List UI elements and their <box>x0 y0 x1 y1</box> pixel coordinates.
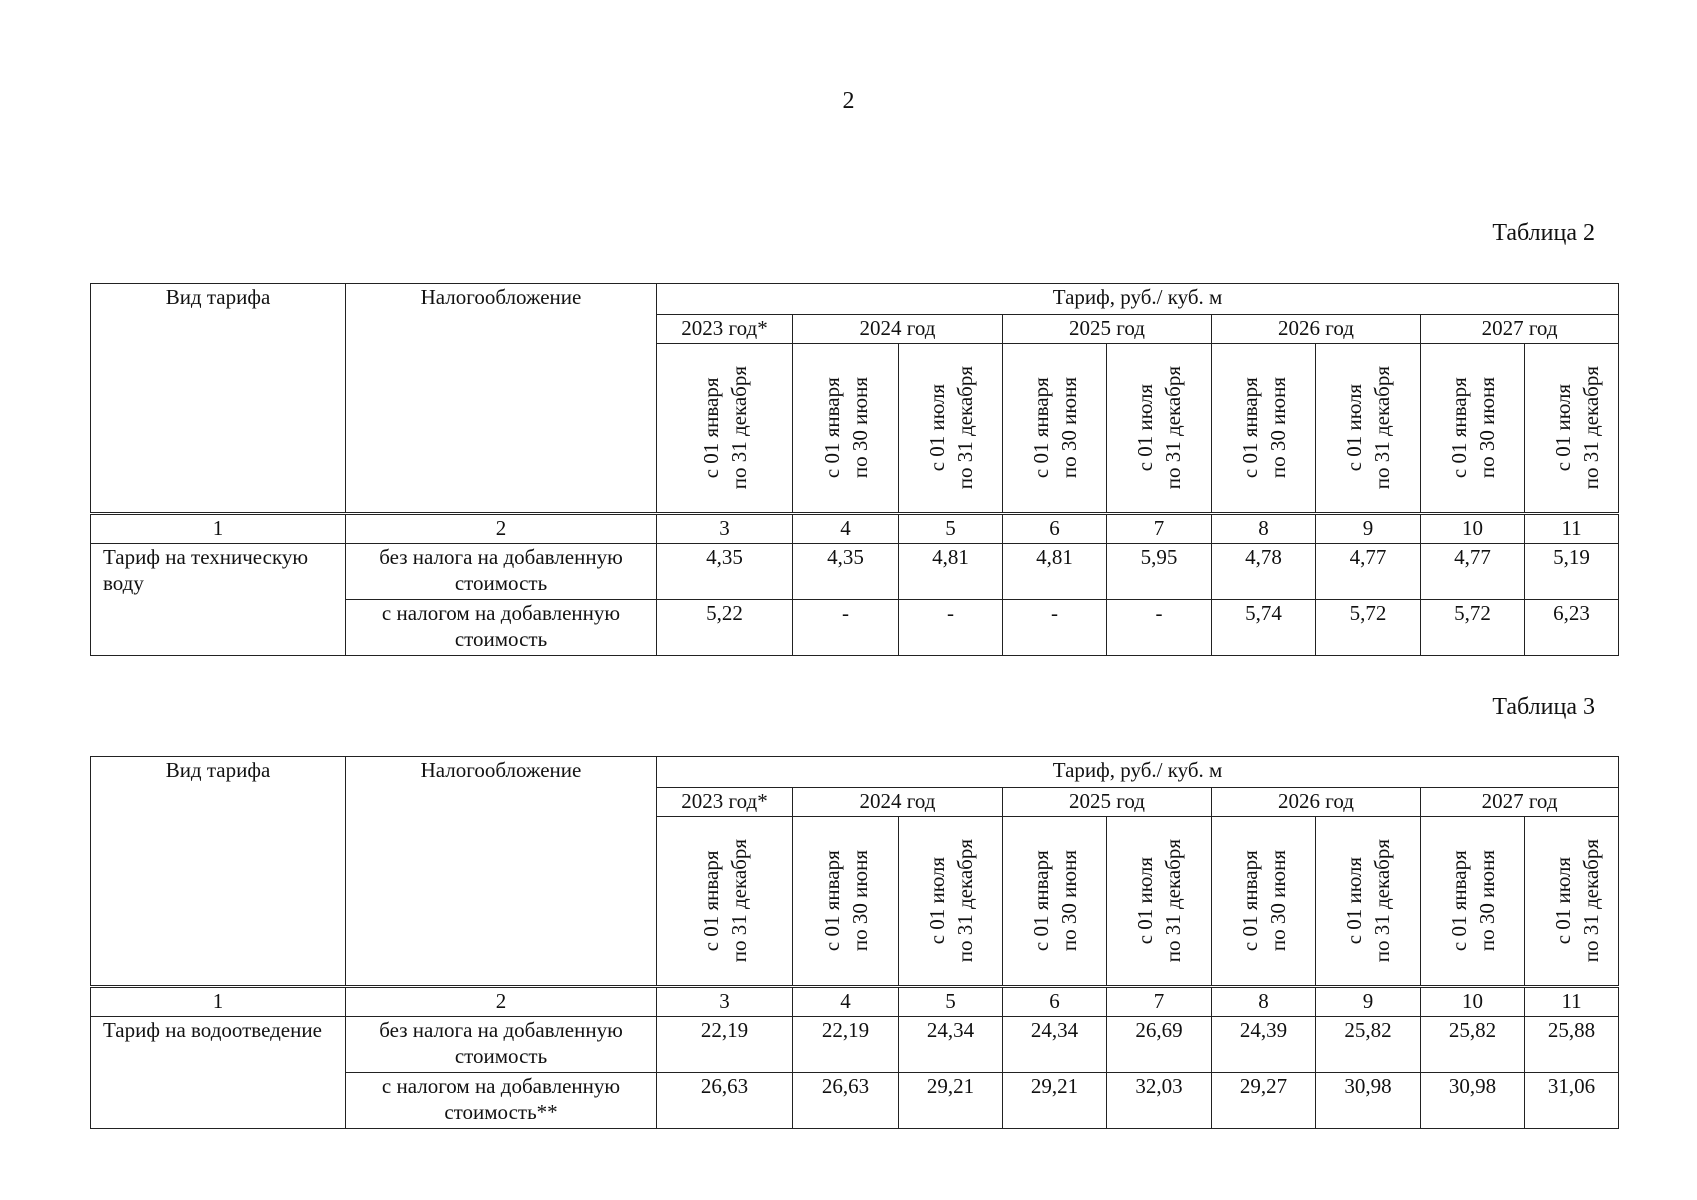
column-number: 8 <box>1212 514 1316 544</box>
year-header: 2024 год <box>793 788 1003 817</box>
period-header <box>1421 344 1525 514</box>
tariff-value: 5,19 <box>1525 544 1619 600</box>
column-number: 7 <box>1107 987 1212 1017</box>
period-start: с 01 января <box>819 850 844 952</box>
period-end: по 31 декабря <box>1370 839 1394 963</box>
period-end: по 30 июня <box>1475 850 1499 952</box>
tariff-value: 26,63 <box>657 1073 793 1129</box>
tariff-value: 24,39 <box>1212 1017 1316 1073</box>
tariff-value: 4,81 <box>899 544 1003 600</box>
taxation-type: с налогом на добавленную стоимость** <box>346 1073 657 1129</box>
period-header <box>1003 817 1107 987</box>
tariff-value: 24,34 <box>899 1017 1003 1073</box>
period-header <box>1421 817 1525 987</box>
tariff-value: 4,77 <box>1421 544 1525 600</box>
tariff-value: 25,88 <box>1525 1017 1619 1073</box>
column-number: 9 <box>1316 514 1421 544</box>
column-number: 5 <box>899 987 1003 1017</box>
tariff-value: 6,23 <box>1525 600 1619 656</box>
table-2-caption: Таблица 2 <box>1492 220 1595 246</box>
period-start: с 01 июля <box>1342 857 1366 945</box>
column-number: 10 <box>1421 514 1525 544</box>
tariff-table-technical-water <box>90 283 1619 656</box>
header-taxation: Налогообложение <box>346 284 657 514</box>
tariff-value: - <box>899 600 1003 656</box>
period-start: с 01 июля <box>1342 384 1366 472</box>
year-header: 2027 год <box>1421 788 1619 817</box>
period-end: по 31 декабря <box>726 839 751 963</box>
tariff-value: 4,81 <box>1003 544 1107 600</box>
period-end: по 30 июня <box>1266 377 1290 479</box>
period-header <box>657 817 793 987</box>
column-number: 5 <box>899 514 1003 544</box>
period-header <box>1212 817 1316 987</box>
period-header <box>657 344 793 514</box>
tariff-value: 22,19 <box>793 1017 899 1073</box>
tariff-value: 4,77 <box>1316 544 1421 600</box>
period-start: с 01 июля <box>925 384 949 472</box>
tariff-value: 4,35 <box>657 544 793 600</box>
column-number: 3 <box>657 514 793 544</box>
period-end: по 30 июня <box>847 377 872 479</box>
year-header: 2025 год <box>1003 788 1212 817</box>
year-header: 2026 год <box>1212 788 1421 817</box>
period-header <box>1316 344 1421 514</box>
year-header: 2023 год* <box>657 788 793 817</box>
tariff-value: 5,72 <box>1316 600 1421 656</box>
period-end: по 30 июня <box>1266 850 1290 952</box>
header-taxation: Налогообложение <box>346 757 657 987</box>
header-tariff-type: Вид тарифа <box>91 757 346 987</box>
column-number: 11 <box>1525 514 1619 544</box>
period-start: с 01 января <box>1447 377 1471 479</box>
tariff-value: 32,03 <box>1107 1073 1212 1129</box>
year-header: 2024 год <box>793 315 1003 344</box>
period-header <box>793 344 899 514</box>
period-end: по 31 декабря <box>1579 366 1603 490</box>
page-number: 2 <box>842 88 855 114</box>
header-row <box>91 284 1619 315</box>
year-header: 2026 год <box>1212 315 1421 344</box>
year-header: 2025 год <box>1003 315 1212 344</box>
period-start: с 01 июля <box>925 857 949 945</box>
tariff-value: 26,69 <box>1107 1017 1212 1073</box>
period-header <box>793 817 899 987</box>
period-end: по 31 декабря <box>726 366 751 490</box>
column-number: 6 <box>1003 987 1107 1017</box>
tariff-value: 30,98 <box>1421 1073 1525 1129</box>
period-end: по 30 июня <box>1475 377 1499 479</box>
period-end: по 30 июня <box>1057 377 1081 479</box>
header-tariff-type: Вид тарифа <box>91 284 346 514</box>
period-header <box>1525 344 1619 514</box>
tariff-value: 29,27 <box>1212 1073 1316 1129</box>
table-row <box>91 544 1619 600</box>
tariff-table-wastewater <box>90 756 1619 1129</box>
period-start: с 01 июля <box>1133 384 1157 472</box>
period-header <box>1525 817 1619 987</box>
column-number: 11 <box>1525 987 1619 1017</box>
period-end: по 31 декабря <box>1161 839 1185 963</box>
period-end: по 31 декабря <box>1370 366 1394 490</box>
header-row <box>91 757 1619 788</box>
period-start: с 01 июля <box>1551 384 1575 472</box>
year-header: 2027 год <box>1421 315 1619 344</box>
tariff-value: 5,72 <box>1421 600 1525 656</box>
period-start: с 01 января <box>1029 850 1053 952</box>
table-3-caption: Таблица 3 <box>1492 694 1595 720</box>
period-header <box>1107 817 1212 987</box>
period-header <box>1212 344 1316 514</box>
column-number: 7 <box>1107 514 1212 544</box>
tariff-value: 4,35 <box>793 544 899 600</box>
tariff-name: Тариф на водоотведение <box>91 1017 346 1129</box>
table-row <box>91 1017 1619 1073</box>
period-header <box>1003 344 1107 514</box>
column-number: 2 <box>346 987 657 1017</box>
taxation-type: без налога на добавленную стоимость <box>346 1017 657 1073</box>
period-end: по 30 июня <box>1057 850 1081 952</box>
period-start: с 01 января <box>1238 850 1262 952</box>
period-start: с 01 января <box>1029 377 1053 479</box>
tariff-value: 24,34 <box>1003 1017 1107 1073</box>
period-start: с 01 января <box>698 377 723 479</box>
tariff-value: 22,19 <box>657 1017 793 1073</box>
tariff-value: 26,63 <box>793 1073 899 1129</box>
tariff-value: 30,98 <box>1316 1073 1421 1129</box>
period-header <box>899 817 1003 987</box>
period-end: по 31 декабря <box>1161 366 1185 490</box>
column-number: 1 <box>91 514 346 544</box>
header-tariff-unit: Тариф, руб./ куб. м <box>657 284 1619 315</box>
column-number: 4 <box>793 514 899 544</box>
period-end: по 31 декабря <box>1579 839 1603 963</box>
taxation-type: без налога на добавленную стоимость <box>346 544 657 600</box>
period-end: по 31 декабря <box>953 839 977 963</box>
tariff-value: 5,95 <box>1107 544 1212 600</box>
header-tariff-unit: Тариф, руб./ куб. м <box>657 757 1619 788</box>
column-number: 8 <box>1212 987 1316 1017</box>
column-number: 3 <box>657 987 793 1017</box>
column-number: 1 <box>91 987 346 1017</box>
taxation-type: с налогом на добавленную стоимость <box>346 600 657 656</box>
period-header <box>1107 344 1212 514</box>
tariff-value: 5,22 <box>657 600 793 656</box>
period-header <box>1316 817 1421 987</box>
period-end: по 30 июня <box>847 850 872 952</box>
tariff-name: Тариф на техническую воду <box>91 544 346 656</box>
column-number: 9 <box>1316 987 1421 1017</box>
tariff-value: 5,74 <box>1212 600 1316 656</box>
period-start: с 01 января <box>819 377 844 479</box>
tariff-value: 31,06 <box>1525 1073 1619 1129</box>
tariff-value: 4,78 <box>1212 544 1316 600</box>
period-start: с 01 января <box>1238 377 1262 479</box>
period-start: с 01 января <box>1447 850 1471 952</box>
column-number: 2 <box>346 514 657 544</box>
period-start: с 01 января <box>698 850 723 952</box>
column-number: 6 <box>1003 514 1107 544</box>
period-start: с 01 июля <box>1133 857 1157 945</box>
period-end: по 31 декабря <box>953 366 977 490</box>
tariff-value: 25,82 <box>1421 1017 1525 1073</box>
period-start: с 01 июля <box>1551 857 1575 945</box>
tariff-value: 29,21 <box>1003 1073 1107 1129</box>
column-number-row <box>91 987 1619 1017</box>
tariff-value: - <box>1107 600 1212 656</box>
column-number: 4 <box>793 987 899 1017</box>
column-number-row <box>91 514 1619 544</box>
tariff-value: - <box>793 600 899 656</box>
year-header: 2023 год* <box>657 315 793 344</box>
tariff-value: 29,21 <box>899 1073 1003 1129</box>
tariff-value: - <box>1003 600 1107 656</box>
period-header <box>899 344 1003 514</box>
tariff-value: 25,82 <box>1316 1017 1421 1073</box>
column-number: 10 <box>1421 987 1525 1017</box>
